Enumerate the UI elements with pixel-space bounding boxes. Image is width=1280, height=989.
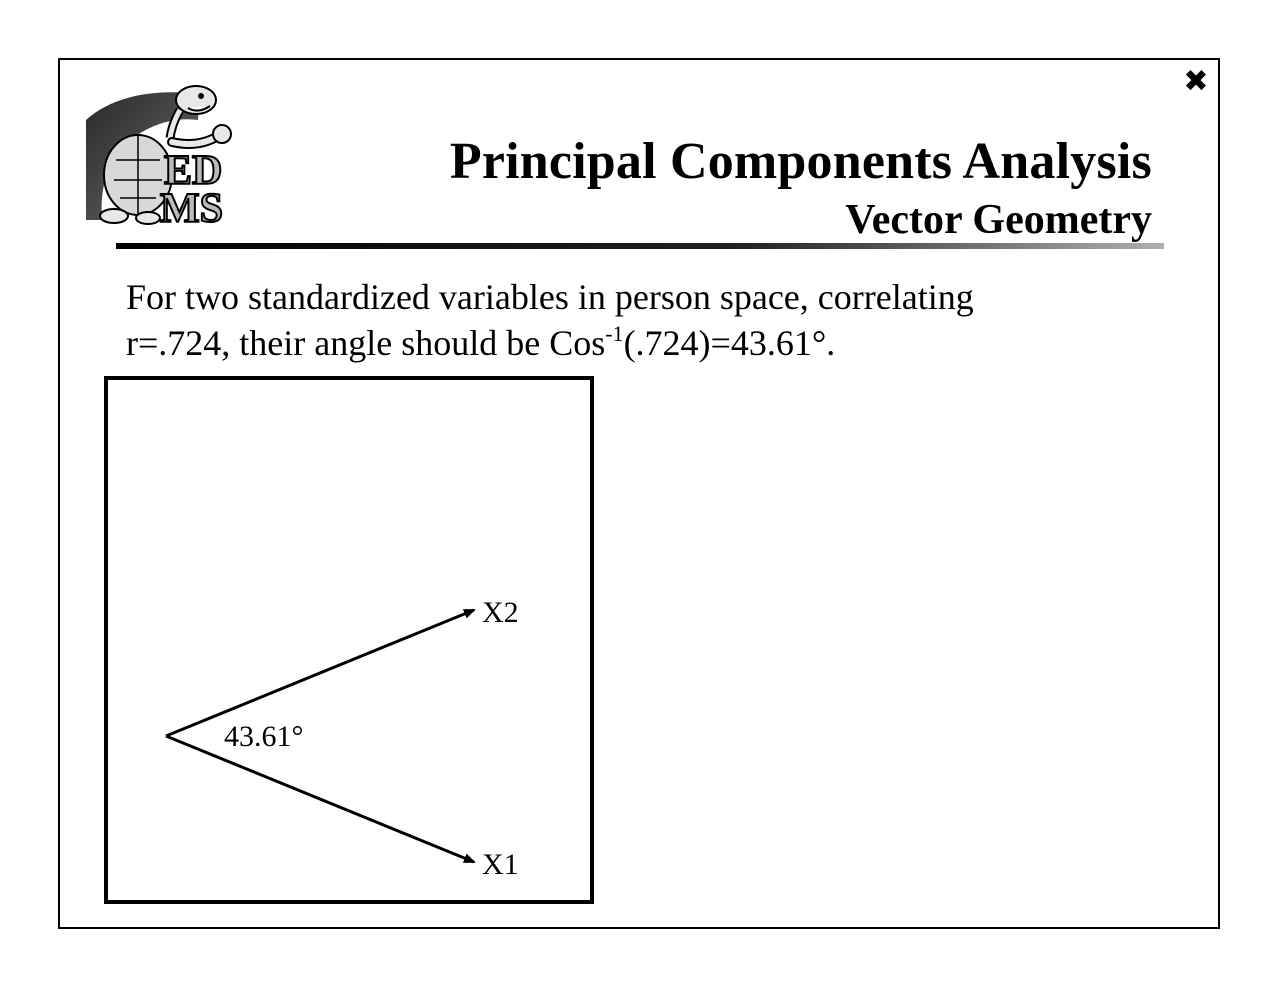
- vector-x2-label: X2: [482, 596, 519, 629]
- logo-letters-top: ED: [164, 148, 223, 194]
- inverse-superscript: -1: [605, 321, 624, 346]
- vector-x1-label: X1: [482, 848, 519, 881]
- slide-title: Principal Components Analysis: [449, 133, 1152, 190]
- close-icon[interactable]: ✖: [1183, 64, 1209, 99]
- body-line-1: For two standardized variables in person space, correlating: [126, 277, 974, 317]
- slide-subtitle: Vector Geometry: [845, 197, 1152, 243]
- angle-label: 43.61°: [224, 720, 304, 753]
- logo-letters-bottom: MS: [160, 186, 223, 230]
- edms-logo: [80, 80, 240, 230]
- body-line-2-text: r=.724, their angle should be Cos: [126, 323, 606, 363]
- slide-body: [126, 274, 974, 366]
- diagram-border: [106, 378, 592, 902]
- body-line-2: [126, 320, 974, 366]
- title-divider: [116, 243, 1164, 249]
- vector-diagram: [104, 376, 594, 904]
- body-line-2-result: (.724)=43.61°.: [623, 323, 836, 363]
